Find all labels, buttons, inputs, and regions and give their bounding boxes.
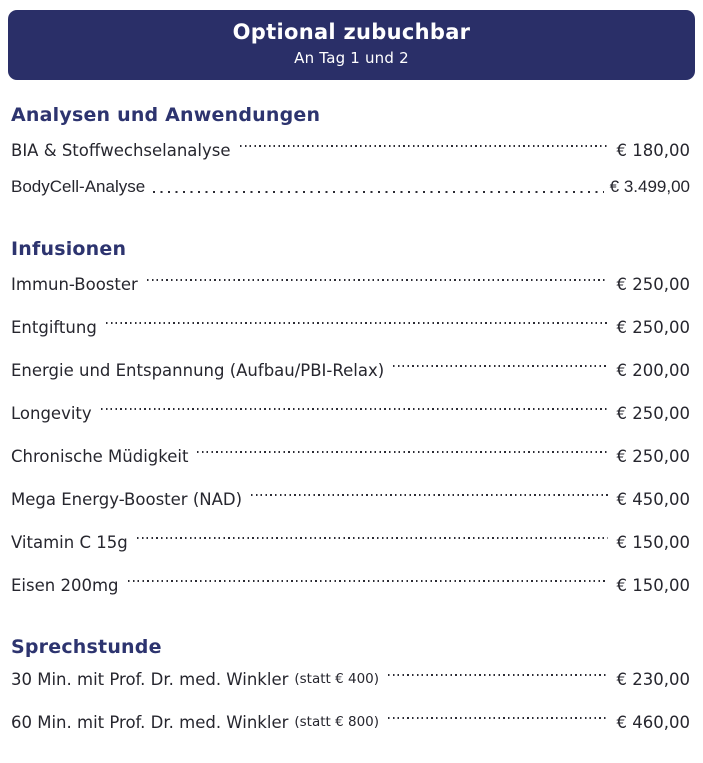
dotted-leader bbox=[106, 322, 608, 324]
item-label: Chronische Müdigkeit bbox=[11, 446, 189, 466]
header-banner bbox=[8, 10, 695, 80]
price-row-30min-winkler bbox=[11, 668, 690, 690]
item-price: € 450,00 bbox=[616, 489, 690, 509]
item-label: Longevity bbox=[11, 403, 92, 423]
item-price: € 3.499,00 bbox=[609, 177, 690, 196]
price-row-bodycell-analyse bbox=[11, 176, 690, 198]
item-label: Eisen 200mg bbox=[11, 575, 119, 595]
dotted-leader bbox=[197, 451, 607, 453]
price-row-energie-entspannung bbox=[11, 359, 690, 381]
price-row-60min-winkler bbox=[11, 711, 690, 733]
item-label: Entgiftung bbox=[11, 317, 97, 337]
item-original-price-note: (statt € 800) bbox=[294, 714, 380, 730]
dotted-leader bbox=[147, 279, 608, 281]
item-label: BodyCell-Analyse bbox=[11, 177, 146, 196]
item-price: € 250,00 bbox=[616, 274, 690, 294]
item-price: € 460,00 bbox=[616, 712, 690, 732]
dotted-leader bbox=[388, 674, 607, 676]
section-infusionen bbox=[11, 236, 690, 596]
item-price: € 200,00 bbox=[616, 360, 690, 380]
header-title: Optional zubuchbar bbox=[232, 20, 471, 44]
dotted-leader bbox=[101, 408, 608, 410]
dotted-leader bbox=[137, 537, 608, 539]
price-row-vitamin-c bbox=[11, 531, 690, 553]
item-price: € 250,00 bbox=[616, 317, 690, 337]
item-price: € 250,00 bbox=[616, 446, 690, 466]
dotted-leader bbox=[153, 191, 603, 193]
dotted-leader bbox=[128, 580, 608, 582]
dotted-leader bbox=[393, 365, 607, 367]
item-label: Vitamin C 15g bbox=[11, 532, 128, 552]
item-original-price-note: (statt € 400) bbox=[294, 671, 380, 687]
item-price: € 150,00 bbox=[616, 532, 690, 552]
price-row-eisen bbox=[11, 574, 690, 596]
item-label: Mega Energy-Booster (NAD) bbox=[11, 489, 243, 509]
item-label: BIA & Stoffwechselanalyse bbox=[11, 140, 231, 160]
dotted-leader bbox=[388, 717, 607, 719]
item-price: € 150,00 bbox=[616, 575, 690, 595]
dotted-leader bbox=[240, 145, 608, 147]
price-row-chronische-muedigkeit bbox=[11, 445, 690, 467]
item-label: 60 Min. mit Prof. Dr. med. Winkler bbox=[11, 712, 289, 732]
item-label: 30 Min. mit Prof. Dr. med. Winkler bbox=[11, 669, 289, 689]
item-label: Energie und Entspannung (Aufbau/PBI-Relax) bbox=[11, 360, 385, 380]
price-row-longevity bbox=[11, 402, 690, 424]
section-title-analysen: Analysen und Anwendungen bbox=[11, 104, 321, 126]
section-analysen bbox=[11, 102, 690, 198]
price-row-mega-energy-booster bbox=[11, 488, 690, 510]
item-price: € 230,00 bbox=[616, 669, 690, 689]
item-label: Immun-Booster bbox=[11, 274, 138, 294]
section-title-sprechstunde: Sprechstunde bbox=[11, 636, 162, 658]
price-row-bia-stoffwechselanalyse bbox=[11, 139, 690, 161]
section-title-infusionen: Infusionen bbox=[11, 238, 127, 260]
item-price: € 250,00 bbox=[616, 403, 690, 423]
price-list-page bbox=[0, 10, 703, 733]
price-row-immun-booster bbox=[11, 273, 690, 295]
price-row-entgiftung bbox=[11, 316, 690, 338]
header-subtitle: An Tag 1 und 2 bbox=[294, 49, 409, 67]
dotted-leader bbox=[251, 494, 607, 496]
item-price: € 180,00 bbox=[616, 140, 690, 160]
section-sprechstunde bbox=[11, 634, 690, 733]
price-list-content bbox=[0, 102, 703, 733]
